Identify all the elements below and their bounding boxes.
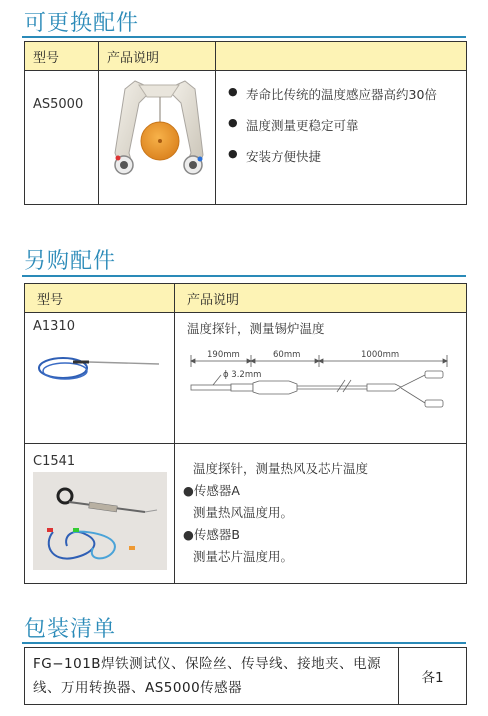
model-as5000: AS5000 — [33, 97, 84, 112]
feature-item: ● 寿命比传统的温度感应器高约30倍 — [228, 85, 460, 103]
c1541-probe-image — [33, 472, 167, 570]
feature-item: ● 温度测量更稳定可靠 — [228, 116, 460, 134]
header-blank — [216, 42, 467, 71]
sensor-a-desc: 测量热风温度用。 — [193, 505, 294, 520]
sensor-a-label: ●传感器A — [183, 483, 240, 498]
a1310-dimension-drawing — [187, 345, 457, 421]
diameter-label: ϕ 3.2mm — [223, 370, 262, 380]
sensor-b-desc: 测量芯片温度用。 — [193, 549, 294, 564]
section-rule — [22, 642, 466, 644]
package-quantity: 各1 — [399, 648, 467, 705]
dim-label: 190mm — [207, 350, 240, 360]
header-description: 产品说明 — [175, 284, 467, 313]
dim-label: 60mm — [273, 350, 301, 360]
package-contents: FG−101B焊铁测试仪、保险丝、传导线、接地夹、电源线、万用转换器、AS5000传感器 — [25, 648, 399, 705]
packing-list-table — [24, 647, 467, 705]
section-title-packing-list: 包装清单 — [24, 617, 117, 642]
a1310-description: 温度探针，测量锡炉温度 — [187, 321, 325, 336]
as5000-sensor-image — [107, 75, 212, 187]
a1310-probe-image — [33, 344, 163, 404]
feature-list — [228, 85, 460, 165]
header-description: 产品说明 — [99, 42, 216, 71]
header-model: 型号 — [25, 42, 99, 71]
section-title-optional-accessories: 另购配件 — [24, 249, 117, 274]
section-title-replaceable-parts: 可更换配件 — [24, 11, 140, 36]
model-a1310: A1310 — [33, 319, 75, 334]
header-model: 型号 — [25, 284, 175, 313]
model-c1541: C1541 — [33, 454, 76, 469]
section-rule — [22, 275, 466, 277]
feature-item: ● 安装方便快捷 — [228, 147, 460, 165]
c1541-description: 温度探针，测量热风及芯片温度 — [193, 461, 369, 476]
sensor-b-label: ●传感器B — [183, 527, 240, 542]
dim-label: 1000mm — [361, 350, 400, 360]
optional-accessories-table — [24, 283, 467, 584]
section-rule — [22, 36, 466, 38]
replaceable-parts-table — [24, 41, 467, 205]
